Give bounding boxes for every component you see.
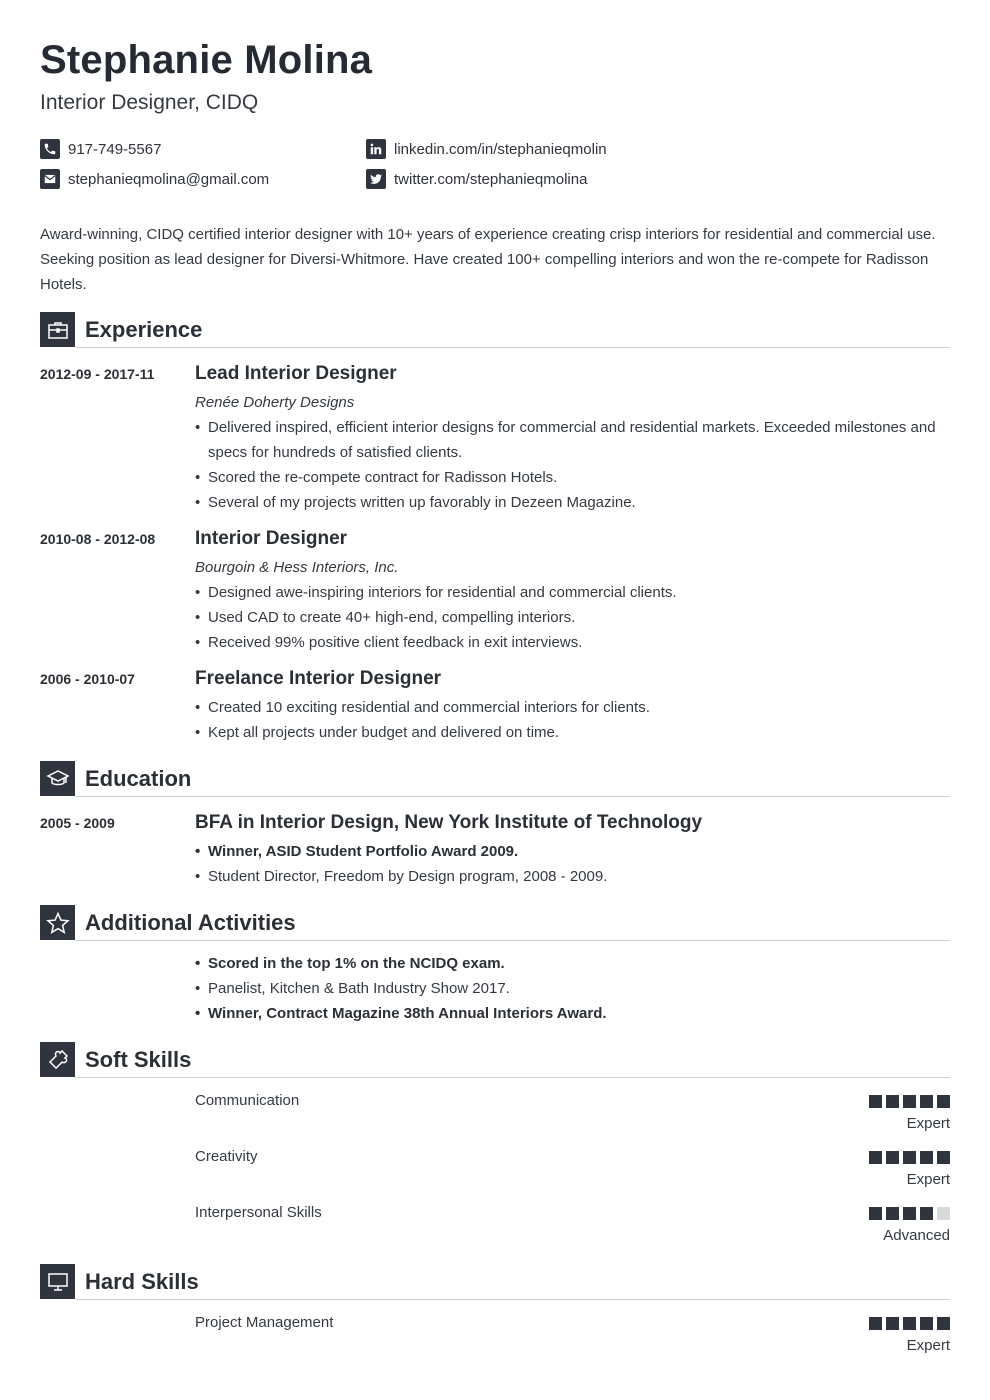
skill-rating <box>869 1151 950 1164</box>
graduation-cap-icon <box>40 761 75 796</box>
skill-level: Expert <box>906 1171 950 1188</box>
section-soft-skills <box>40 1042 950 1078</box>
section-divider <box>75 940 950 941</box>
contact-twitter <box>366 169 587 189</box>
contact-linkedin-text[interactable]: linkedin.com/in/stephanieqmolin <box>394 140 607 158</box>
rating-square-filled <box>903 1207 916 1220</box>
experience-bullets <box>195 695 950 745</box>
phone-icon <box>40 139 60 159</box>
monitor-icon <box>40 1264 75 1299</box>
rating-square-filled <box>937 1151 950 1164</box>
list-item: • Scored the re-compete contract for Radisson Hotels. <box>195 465 950 490</box>
contact-phone <box>40 139 161 159</box>
email-icon <box>40 169 60 189</box>
twitter-icon <box>366 169 386 189</box>
resume-name: Stephanie Molina <box>40 38 373 82</box>
section-divider <box>75 1077 950 1078</box>
list-item: • Designed awe-inspiring interiors for residential and commercial clients. <box>195 580 950 605</box>
experience-role: Lead Interior Designer <box>195 363 397 384</box>
list-item: • Winner, Contract Magazine 38th Annual Interiors Award. <box>195 1001 950 1026</box>
briefcase-icon <box>40 312 75 347</box>
section-hard-skills <box>40 1264 950 1300</box>
section-experience <box>40 312 950 348</box>
list-item: • Kept all projects under budget and delivered on time. <box>195 720 950 745</box>
rating-square-filled <box>886 1095 899 1108</box>
rating-square-filled <box>920 1207 933 1220</box>
rating-square-filled <box>920 1095 933 1108</box>
section-divider <box>75 347 950 348</box>
skill-level: Expert <box>906 1337 950 1354</box>
contact-email-text[interactable]: stephanieqmolina@gmail.com <box>68 170 270 188</box>
resume-job-title: Interior Designer, CIDQ <box>40 91 259 114</box>
skill-level: Advanced <box>883 1227 950 1244</box>
section-education <box>40 761 950 797</box>
rating-square-filled <box>886 1207 899 1220</box>
rating-square-filled <box>886 1151 899 1164</box>
list-item: • Panelist, Kitchen & Bath Industry Show 2017. <box>195 976 950 1001</box>
skill-level: Expert <box>906 1115 950 1132</box>
rating-square-filled <box>903 1317 916 1330</box>
education-bullets <box>195 839 950 889</box>
rating-square-filled <box>920 1317 933 1330</box>
list-item: • Student Director, Freedom by Design program, 2008 - 2009. <box>195 864 950 889</box>
skill-name: Creativity <box>195 1148 258 1165</box>
activities-bullets <box>195 951 950 1026</box>
section-divider <box>75 1299 950 1300</box>
skill-name: Interpersonal Skills <box>195 1204 322 1221</box>
skill-rating <box>869 1095 950 1108</box>
rating-square-filled <box>937 1317 950 1330</box>
experience-role: Interior Designer <box>195 528 348 549</box>
rating-square-filled <box>937 1095 950 1108</box>
section-activities <box>40 905 950 941</box>
list-item: • Winner, ASID Student Portfolio Award 2009. <box>195 839 950 864</box>
experience-dates: 2012-09 - 2017-11 <box>40 366 155 382</box>
rating-square-filled <box>903 1095 916 1108</box>
rating-square-empty <box>937 1207 950 1220</box>
skill-rating <box>869 1317 950 1330</box>
education-degree: BFA in Interior Design, New York Institute of Technology <box>195 812 703 833</box>
skill-name: Project Management <box>195 1314 334 1331</box>
linkedin-icon <box>366 139 386 159</box>
puzzle-icon <box>40 1042 75 1077</box>
experience-role: Freelance Interior Designer <box>195 668 442 689</box>
list-item: • Delivered inspired, efficient interior designs for commercial and residential markets. Exceeded milestones and specs for hundreds of satisfied clients. <box>195 415 950 465</box>
section-divider <box>75 796 950 797</box>
rating-square-filled <box>869 1151 882 1164</box>
experience-dates: 2010-08 - 2012-08 <box>40 531 156 547</box>
skill-name: Communication <box>195 1092 300 1109</box>
list-item: • Created 10 exciting residential and commercial interiors for clients. <box>195 695 950 720</box>
professional-summary: Award-winning, CIDQ certified interior designer with 10+ years of experience creating crisp interiors for residential and commercial use. Seeking position as lead designer for Diversi-Whitmore. Have created 100+ compelling interiors and won the re-compete for Radisson Hotels. <box>40 226 936 293</box>
contact-linkedin <box>366 139 607 159</box>
section-title-hard-skills: Hard Skills <box>85 1269 199 1294</box>
section-title-experience: Experience <box>85 317 203 342</box>
section-title-education: Education <box>85 766 192 791</box>
experience-company: Bourgoin & Hess Interiors, Inc. <box>195 559 399 576</box>
rating-square-filled <box>886 1317 899 1330</box>
rating-square-filled <box>903 1151 916 1164</box>
rating-square-filled <box>869 1317 882 1330</box>
list-item: • Scored in the top 1% on the NCIDQ exam. <box>195 951 950 976</box>
experience-company: Renée Doherty Designs <box>195 394 355 411</box>
rating-square-filled <box>869 1207 882 1220</box>
contact-phone-text[interactable]: 917-749-5567 <box>68 140 162 158</box>
education-dates: 2005 - 2009 <box>40 815 115 831</box>
list-item: • Used CAD to create 40+ high-end, compelling interiors. <box>195 605 950 630</box>
list-item: • Several of my projects written up favorably in Dezeen Magazine. <box>195 490 950 515</box>
star-icon <box>40 905 75 940</box>
contact-email <box>40 169 269 189</box>
rating-square-filled <box>920 1151 933 1164</box>
list-item: • Received 99% positive client feedback in exit interviews. <box>195 630 950 655</box>
experience-bullets <box>195 415 950 515</box>
section-title-soft-skills: Soft Skills <box>85 1047 192 1072</box>
skill-rating <box>869 1207 950 1220</box>
rating-square-filled <box>869 1095 882 1108</box>
experience-dates: 2006 - 2010-07 <box>40 671 135 687</box>
experience-bullets <box>195 580 950 655</box>
section-title-activities: Additional Activities <box>85 910 296 935</box>
contact-twitter-text[interactable]: twitter.com/stephanieqmolina <box>394 170 588 188</box>
